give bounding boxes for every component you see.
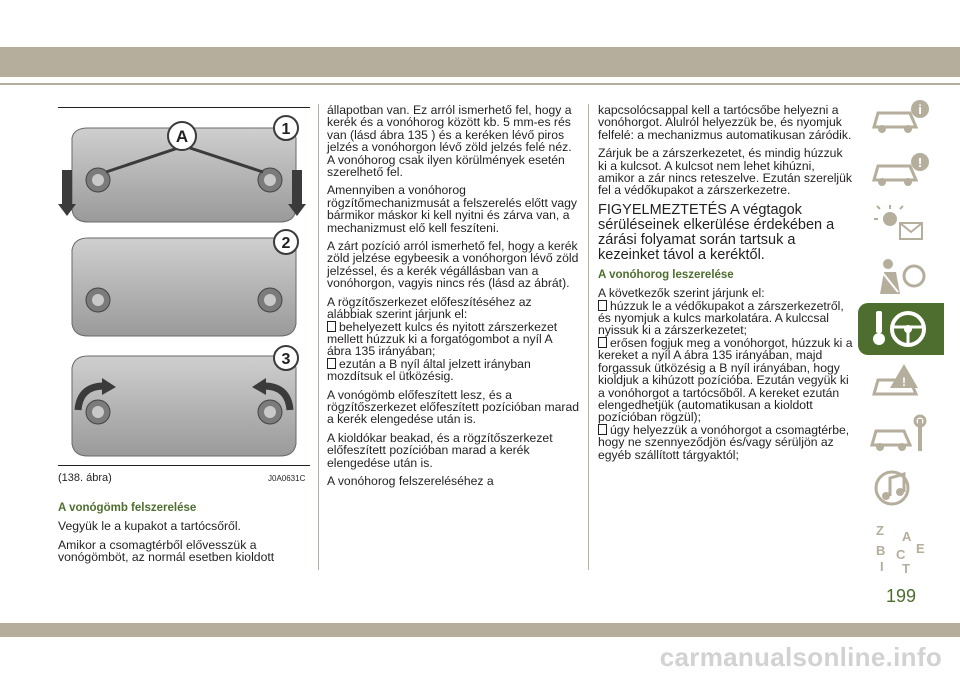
cover-panel-3 — [72, 346, 298, 456]
tow-hook-illustration — [58, 110, 310, 465]
media-music-icon[interactable] — [858, 462, 944, 514]
paragraph: Zárjuk be a zárszerkezetet, és mindig húzzuk ki a kulcsot. A kulcsot nem lehet kihúzni, amikor a zár nincs reteszelve. Ezután szereljük fel a védőkupakot a zárszerkezetre. — [598, 146, 853, 198]
car-alert-icon[interactable] — [858, 144, 944, 196]
svg-text:E: E — [916, 541, 925, 556]
paragraph: Amennyiben a vonóhorog rögzítőmechanizmusát a felszerelés előtt vagy bármikor máskor ki kell nyitni és zárva van, a mechanizmust elő kell feszíteni. — [327, 183, 577, 235]
page-number: 199 — [885, 586, 917, 606]
paragraph: Vegyük le a kupakot a tartócsőről. — [58, 519, 241, 534]
checkbox-bullet-icon — [327, 358, 336, 369]
paragraph: Amikor a csomagtérből elővesszük a vonógömböt, az normál esetben kioldott — [58, 537, 275, 565]
cover-panel-2 — [72, 230, 298, 336]
svg-text:B: B — [876, 543, 886, 558]
light-mail-icon[interactable] — [858, 197, 944, 249]
svg-text:!: ! — [917, 155, 923, 170]
paragraph: A vonóhorog felszereléséhez a — [327, 473, 494, 488]
checkbox-bullet-icon — [327, 321, 336, 332]
paragraph: A vonógömb előfeszített lesz, és a rögzítőszerkezet előfeszített pozícióban marad a kerék elengedése után is. — [327, 387, 580, 427]
column-divider — [588, 104, 589, 570]
label-1: 1 — [281, 121, 291, 138]
seatbelt-airbag-icon[interactable] — [858, 250, 944, 302]
figure-caption: (138. ábra) — [58, 472, 112, 484]
paragraph: A zárt pozíció arról ismerhető fel, hogy a kerék zöld jelzése egybeesik a vonóhorgon lévő zöld jelzéssel, és a kerék végállásban van a vonóhorgon, vagyis nincs rés (lásd az ábrát). — [327, 239, 579, 291]
list-item: húzzuk le a védőkupakot a zárszerkezetről, és nyomjuk a kulcs markolatára. A kulccsal nyissuk ki a zárszerkezetet; — [598, 298, 844, 338]
figure-code: J0A0631C — [268, 474, 306, 483]
svg-text:Z: Z — [876, 523, 884, 538]
column-divider — [318, 104, 319, 570]
svg-text:C: C — [896, 547, 906, 562]
label-a: A — [175, 127, 189, 146]
alphabet-index-icon[interactable] — [858, 515, 944, 579]
list-item: úgy helyezzük a vonóhorgot a csomagtérbe, hogy ne szennyeződjön és/vagy sérüljön az egyéb szállított tárgyaktól; — [598, 422, 850, 462]
paragraph: A kioldókar beakad, és a rögzítőszerkezet előfeszített pozícióban marad a kerék elengedése után is. — [327, 430, 553, 470]
column-1 — [58, 502, 313, 570]
list-item: erősen fogjuk meg a vonóhorgot, húzzuk ki a kereket a nyíl A ábra 135 irányában, majd forgassuk ütközésig a B nyíl irányában, hogy kioldjuk a kihúzott pozícióba. Ezután vegyük ki a vonóhorgot a tartócsőből. A kereket ezután elengedhetjük (automatikusan a kioldott pozícióban rögzül); — [598, 335, 853, 425]
car-wrench-icon[interactable] — [858, 409, 944, 461]
paragraph: kapcsolócsappal kell a tartócsőbe helyezni a vonóhorgot. Alulról helyezzük be, és nyomjuk felfelé: a mechanizmus automatikusan záródik. — [598, 103, 852, 142]
section-heading-removal: A vonóhorog leszerelése — [598, 268, 734, 281]
list-item: behelyezett kulcs és nyitott zárszerkezet mellett húzzuk ki a forgatógombot a nyíl A ábra 135 irányában; — [327, 319, 558, 359]
section-heading-mount: A vonógömb felszerelése — [58, 502, 197, 514]
svg-text:!: ! — [902, 375, 906, 389]
column-3 — [598, 104, 853, 467]
car-info-icon[interactable] — [858, 91, 944, 143]
figure-top-rule — [58, 107, 310, 108]
key-steering-wheel-icon[interactable] — [858, 303, 944, 355]
svg-text:I: I — [880, 559, 884, 574]
caption-rule — [58, 465, 310, 466]
svg-text:i: i — [918, 102, 922, 117]
list-item: ezután a B nyíl által jelzett irányban mozdítsuk el ütközésig. — [327, 356, 531, 384]
checkbox-bullet-icon — [598, 300, 607, 311]
paragraph: állapotban van. Ez arról ismerhető fel, hogy a kerék és a vonóhorog között kb. 5 mm-es rés van (lásd ábra 135 ) és a keréken lévő piros jelzés a vonóhorgon lévő zöld jelzés felé néz. A vonóhorog csak ilyen körülmények esetén szerelhető fel. — [327, 103, 572, 180]
top-band — [0, 47, 960, 77]
checkbox-bullet-icon — [598, 337, 607, 348]
label-3: 3 — [281, 351, 291, 368]
paragraph: A következők szerint járjunk el: — [598, 286, 765, 301]
column-2 — [327, 104, 579, 493]
car-warning-icon[interactable] — [858, 356, 944, 408]
warning-text: FIGYELMEZTETÉS A végtagok sérüléseinek elkerülése érdekében a zárási folyamat során tartsuk a kezeinket távol a keréktől. — [598, 201, 835, 263]
bottom-band — [0, 623, 960, 637]
checkbox-bullet-icon — [598, 424, 607, 435]
watermark: carmanualsonline.info — [659, 642, 942, 672]
label-2: 2 — [281, 235, 291, 252]
paragraph: A rögzítőszerkezet előfeszítéséhez az alábbiak szerint járjunk el: — [327, 294, 532, 322]
svg-text:A: A — [902, 529, 912, 544]
top-rule — [0, 83, 960, 85]
svg-text:T: T — [902, 561, 910, 575]
